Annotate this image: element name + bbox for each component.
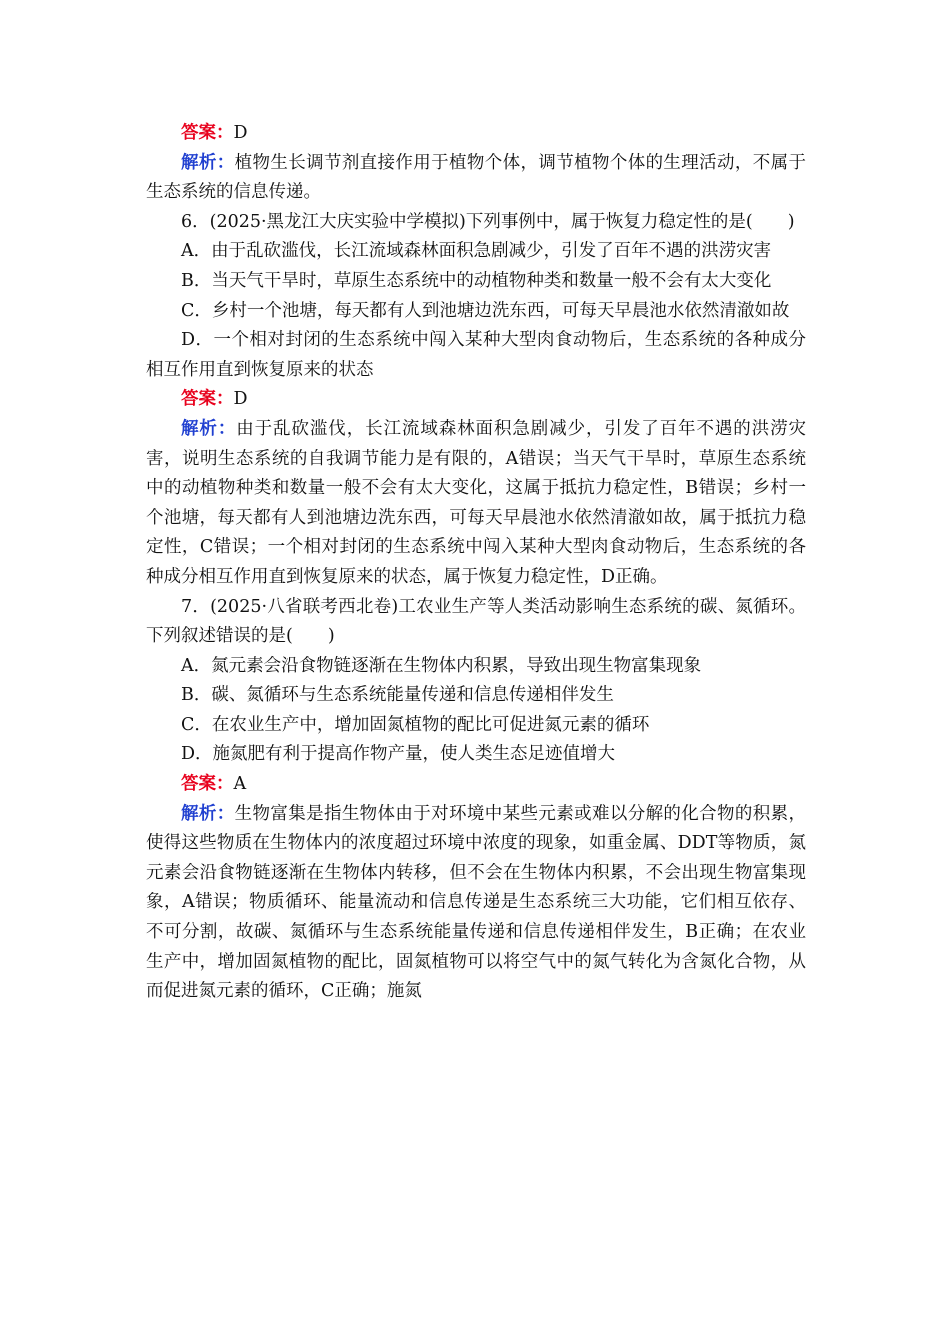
analysis-text: 植物生长调节剂直接作用于植物个体，调节植物个体的生理活动，不属于生态系统的信息传递。 xyxy=(146,152,807,203)
document-page xyxy=(146,119,806,1007)
answer-label: 答案： xyxy=(181,123,234,143)
question-7-option-a: A．氮元素会沿食物链逐渐在生物体内积累，导致出现生物富集现象 xyxy=(181,655,702,676)
question-7-option-c: C．在农业生产中，增加固氮植物的配比可促进氮元素的循环 xyxy=(181,714,650,735)
analysis-paragraph-q7 xyxy=(146,800,806,1007)
analysis-text: 生物富集是指生物体由于对环境中某些元素或难以分解的化合物的积累，使得这些物质在生物体内的浓度超过环境中浓度的现象，如重金属、DDT等物质，氮元素会沿食物链逐渐在生物体内转移，但不会在生物体内积累，不会出现生物富集现象，A错误；物质循环、能量流动和信息传递是生态系统三大功能，它们相互依存、不可分割，故碳、氮循环与生态系统能量传递和信息传递相伴发生，B正确；在农业生产中，增加固氮植物的配比，固氮植物可以将空气中的氮气转化为含氮化合物，从而促进氮元素的循环，C正确；施氮 xyxy=(146,803,807,1002)
analysis-label: 解析： xyxy=(181,152,235,173)
answer-label: 答案： xyxy=(181,774,234,795)
analysis-text: 由于乱砍滥伐，长江流域森林面积急剧减少，引发了百年不遇的洪涝灾害，说明生态系统的自我调节能力是有限的，A错误；当天气干旱时，草原生态系统中的动植物种类和数量一般不会有太大变化，这属于抵抗力稳定性，B错误；乡村一个池塘，每天都有人到池塘边洗东西，可每天早晨池水依然清澈如故，属于抵抗力稳定性，C错误；一个相对封闭的生态系统中闯入某种大型肉食动物后，生态系统的各种成分相互作用直到恢复原来的状态，属于恢复力稳定性，D正确。 xyxy=(146,418,807,587)
answer-value: D xyxy=(233,123,248,143)
analysis-label: 解析： xyxy=(181,418,237,439)
question-7-stem: 7．(2025·八省联考西北卷)工农业生产等人类活动影响生态系统的碳、氮循环。下列叙述错误的是( ) xyxy=(146,596,806,647)
answer-line-q6 xyxy=(146,385,806,415)
question-7-option-b: B．碳、氮循环与生态系统能量传递和信息传递相伴发生 xyxy=(181,685,614,706)
answer-line-prev xyxy=(146,119,806,149)
question-6-option-d: D．一个相对封闭的生态系统中闯入某种大型肉食动物后，生态系统的各种成分相互作用直到恢复原来的状态 xyxy=(146,330,806,380)
analysis-paragraph-prev xyxy=(146,149,806,208)
question-6-option-a: A．由于乱砍滥伐，长江流域森林面积急剧减少，引发了百年不遇的洪涝灾害 xyxy=(181,241,772,262)
question-6-stem: 6．(2025·黑龙江大庆实验中学模拟)下列事例中，属于恢复力稳定性的是( ) xyxy=(181,211,795,232)
answer-label: 答案： xyxy=(181,389,234,410)
question-7-option-d: D．施氮肥有利于提高作物产量，使人类生态足迹值增大 xyxy=(181,744,616,765)
analysis-paragraph-q6 xyxy=(146,415,806,593)
analysis-label: 解析： xyxy=(181,803,235,824)
answer-value: A xyxy=(233,774,247,795)
answer-line-q7 xyxy=(146,770,806,800)
answer-value: D xyxy=(233,389,248,410)
question-6-option-c: C．乡村一个池塘，每天都有人到池塘边洗东西，可每天早晨池水依然清澈如故 xyxy=(181,300,790,321)
question-6-option-b: B．当天气干旱时，草原生态系统中的动植物种类和数量一般不会有太大变化 xyxy=(181,270,772,291)
